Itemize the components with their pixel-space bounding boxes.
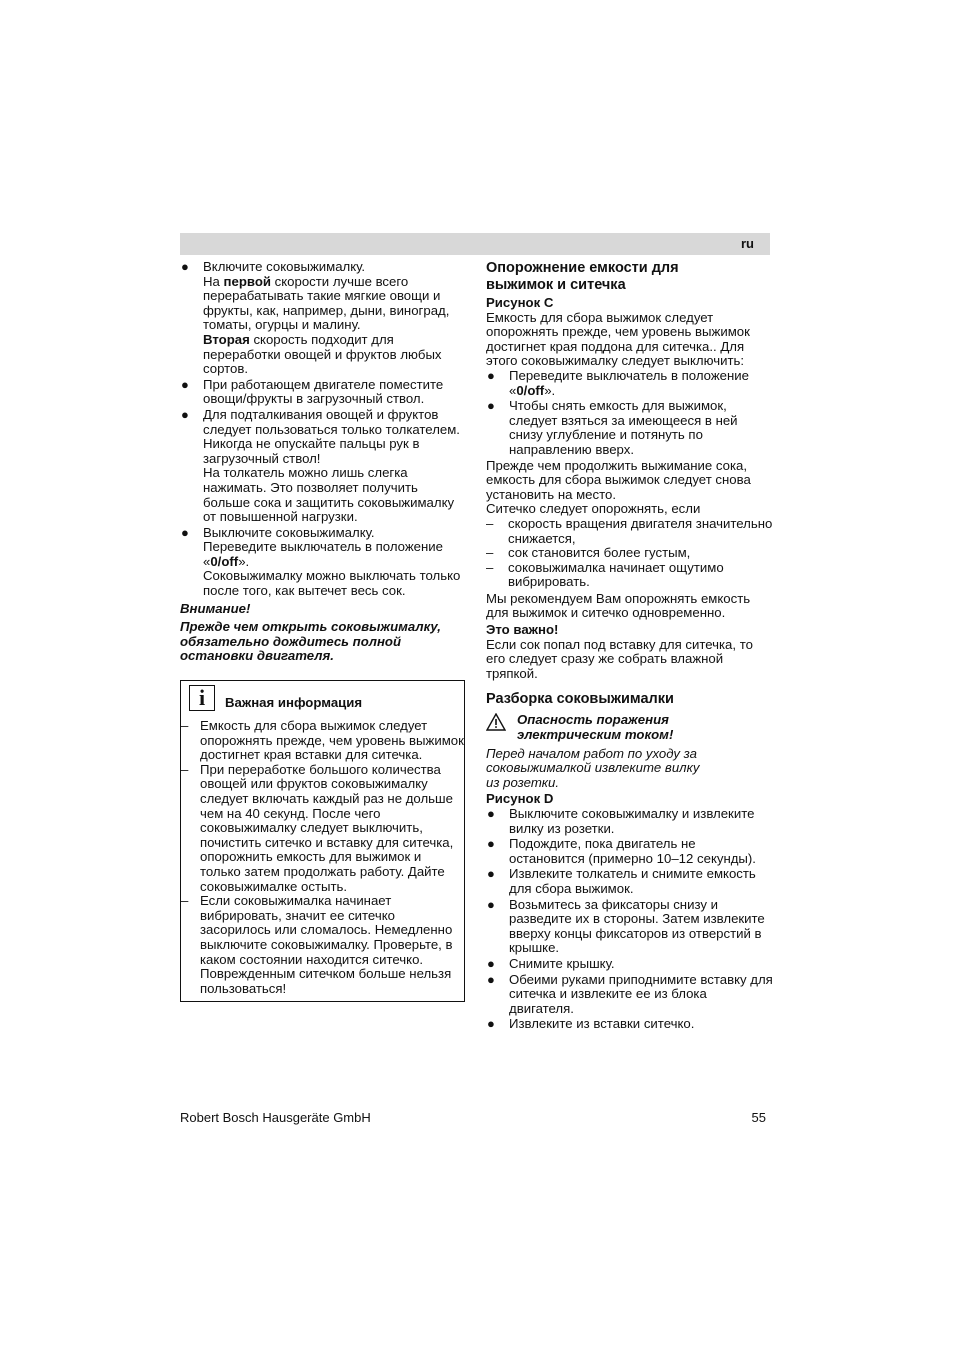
list-item: – скорость вращения двигателя значительно снижается, xyxy=(486,515,773,546)
danger-header xyxy=(486,713,773,742)
important-info-box xyxy=(180,680,465,1002)
footer-company: Robert Bosch Hausgeräte GmbH xyxy=(180,1110,371,1125)
list-item: ● Извлеките из вставки ситечко. xyxy=(487,1016,695,1032)
bullet-icon: ● xyxy=(487,806,495,821)
page-number: 55 xyxy=(751,1110,766,1125)
info-text: При переработке большого количества овощей или фруктов соковыжималку следует включать каждый раз не дольше чем на 40 секунд. После чего соковыжималку следует выключить, почистить ситечко и вставку для ситечка, опорожнить емкость для выжимок и только затем продолжать работу. Дайте соковыжималке остыть. xyxy=(200,761,454,894)
bullet-icon: ● xyxy=(487,367,495,383)
instruction-text: Для подталкивания овощей и фруктов следует пользоваться только толкателем. Никогда не опускайте пальцы рук в загрузочный ствол! xyxy=(203,406,460,466)
instruction-text: При работающем двигателе поместите овощи/фрукты в загрузочный ствол. xyxy=(203,376,444,407)
list-item: ● Обеими руками приподнимите вставку для ситечка и извлеките ее из блока двигателя. xyxy=(487,971,773,1016)
paragraph: Если сок попал под вставку для ситечка, то его следует сразу же собрать влажной тряпкой. xyxy=(486,636,753,681)
bullet-icon: ● xyxy=(181,406,189,422)
list-item: ● Переведите выключатель в положение «0/off». xyxy=(487,367,749,398)
list-item xyxy=(180,408,465,525)
danger-text: Перед началом работ по уходу за соковыжималкой извлеките вилку из розетки. xyxy=(486,745,700,790)
danger-title: Опасность поражения электрическим током! xyxy=(517,712,674,743)
info-text: Емкость для сбора выжимок следует опорожнять прежде, чем уровень выжимок достигнет края вставки для ситечка. xyxy=(200,718,464,763)
left-column xyxy=(180,260,465,1002)
list-item xyxy=(181,719,464,763)
important-label: Это важно! xyxy=(486,622,559,638)
instruction-text: Выключите соковыжималку. xyxy=(203,524,375,540)
list-item: – сок становится более густым, xyxy=(486,545,691,561)
bullet-icon: ● xyxy=(487,866,495,882)
warning-text: Прежде чем открыть соковыжималку, обязательно дождитесь полной остановки двигателя. xyxy=(180,619,441,664)
info-box-header xyxy=(181,685,464,711)
list-item: ● Извлеките толкатель и снимите емкость для сбора выжимок. xyxy=(487,866,756,896)
list-item: ● Выключите соковыжималку и извлеките вилку из розетки. xyxy=(487,806,755,836)
figure-label: Рисунок C xyxy=(486,295,554,310)
paragraph: Прежде чем продолжить выжимание сока, емкость для сбора выжимок следует снова установить на место. xyxy=(486,457,751,502)
instruction-text: Соковыжималку можно выключать только после того, как вытечет весь сок. xyxy=(203,568,461,599)
dash-icon: – xyxy=(181,718,189,734)
dash-icon: – xyxy=(181,893,189,909)
info-icon: i xyxy=(189,685,215,711)
info-text: Если соковыжималка начинает вибрировать, значит ее ситечко засорилось или сломалось. Немедленно выключите соковыжималку. Проверьте, в каком состоянии находится ситечко. Поврежденным ситечком больше нельзя пользоваться! xyxy=(200,893,453,996)
section-heading: Опорожнение емкости для выжимок и ситечка xyxy=(486,260,679,293)
bullet-icon: ● xyxy=(487,836,495,852)
bullet-icon: ● xyxy=(181,524,189,540)
list-item: ● Снимите крышку. xyxy=(487,955,615,971)
bullet-icon: ● xyxy=(181,376,189,392)
list-item xyxy=(486,399,773,457)
header-bar xyxy=(180,233,770,255)
right-column xyxy=(486,260,773,1033)
list-item xyxy=(180,260,465,377)
dash-icon: – xyxy=(181,761,189,777)
dash-icon: – xyxy=(486,515,494,531)
paragraph: Мы рекомендуем Вам опорожнять емкость для выжимок и ситечко одновременно. xyxy=(486,590,751,621)
instruction-text: Переведите выключатель в положение «0/off». xyxy=(203,539,443,569)
dash-icon: – xyxy=(486,559,494,575)
bullet-icon: ● xyxy=(487,1016,495,1032)
warning-triangle-icon xyxy=(486,713,506,731)
bullet-icon: ● xyxy=(487,955,495,971)
language-code: ru xyxy=(741,236,754,251)
list-item: ● Подождите, пока двигатель не остановится (примерно 10–12 секунды). xyxy=(487,836,756,866)
bullet-icon: ● xyxy=(487,971,495,987)
info-box-title: Важная информация xyxy=(225,694,363,710)
dash-icon: – xyxy=(486,545,494,561)
warning-title: Внимание! xyxy=(180,600,251,616)
figure-label: Рисунок D xyxy=(486,791,554,807)
list-item xyxy=(181,763,464,894)
list-item: ● Возьмитесь за фиксаторы снизу и разведите их в стороны. Затем извлеките вверху концы фиксаторов из отверстий в крышке. xyxy=(487,896,765,956)
instruction-text: На толкатель можно лишь слегка нажимать. Это позволяет получить больше сока и защитить соковыжималку от повышенной нагрузки. xyxy=(203,465,455,525)
list-item xyxy=(180,526,465,599)
bullet-icon: ● xyxy=(181,259,189,274)
instruction-text: Чтобы снять емкость для выжимок, следует взяться за имеющееся в ней снизу углубление и потянуть по направлению вверх. xyxy=(509,398,738,457)
section-heading: Разборка соковыжималки xyxy=(486,691,674,708)
list-item xyxy=(181,894,464,996)
bullet-icon: ● xyxy=(487,896,495,912)
list-item xyxy=(180,378,465,407)
list-item: – соковыжималка начинает ощутимо вибрировать. xyxy=(486,559,724,590)
instruction-text: На первой скорости лучше всего перерабатывать такие мягкие овощи и фрукты, как, например, дыни, виноград, томаты, огурцы и малину. xyxy=(203,273,450,333)
instruction-text: Вторая скорость подходит для переработки овощей и фруктов любых сортов. xyxy=(203,331,442,377)
bullet-icon: ● xyxy=(487,398,495,414)
instruction-text: Включите соковыжималку. xyxy=(203,259,366,274)
paragraph: Ситечко следует опорожнять, если xyxy=(486,501,701,517)
paragraph: Емкость для сбора выжимок следует опорожнять прежде, чем уровень выжимок достигнет края поддона для ситечка.. Для этого соковыжималку следует выключить: xyxy=(486,309,750,369)
